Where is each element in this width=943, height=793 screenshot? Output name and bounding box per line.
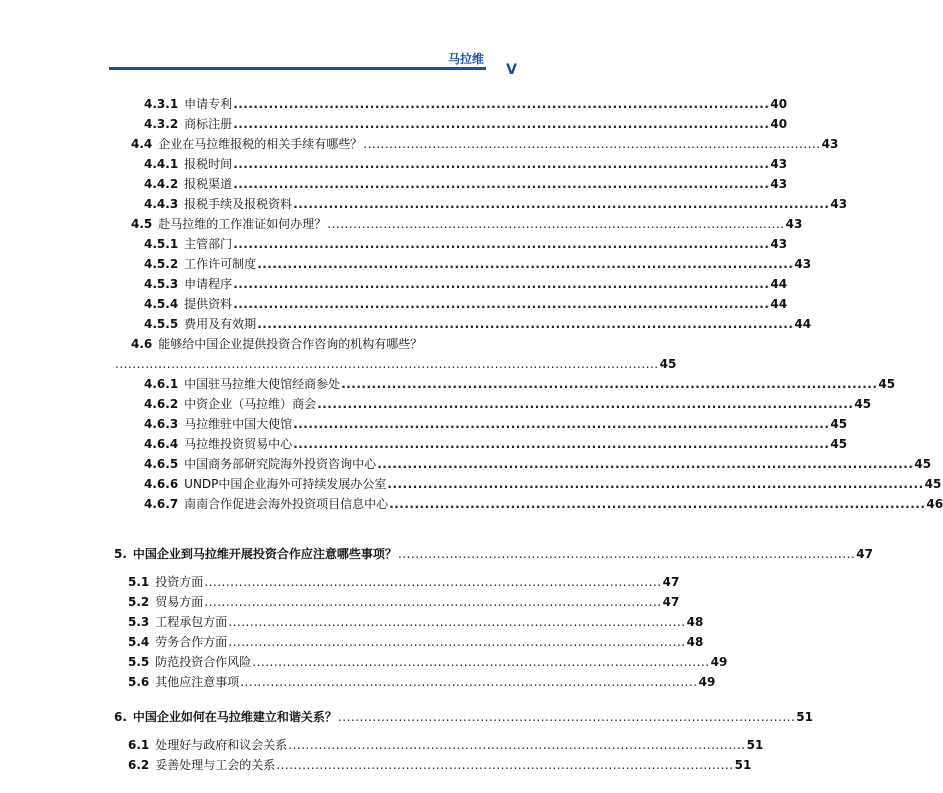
toc-entry-number: 4.6.6 [144,477,179,491]
toc-entry[interactable] [144,297,788,312]
toc-entry-number: 6.2 [128,758,150,772]
toc-chapter-entry[interactable] [114,547,873,562]
toc-entry-page: 48 [686,635,704,649]
toc-entry-number: 4.6.5 [144,457,179,471]
toc-entry-title: 报税时间 [184,157,233,171]
toc-entry[interactable] [144,437,848,452]
toc-entry[interactable] [144,417,848,432]
toc-entry-page: 49 [710,655,728,669]
toc-entry-title: 工程承包方面 [155,615,228,629]
toc-entry-title: 妥善处理与工会的关系 [155,758,276,772]
toc-leader-dots: .......................................................................................................... [233,277,770,291]
toc-entry[interactable] [128,738,764,753]
toc-entry-page: 47 [662,575,680,589]
toc-entry-page: 51 [746,738,764,752]
toc-entry-number: 4.5.3 [144,277,179,291]
toc-entry-page: 43 [785,217,803,231]
toc-leader-dots: .......................................................................................................... [341,377,878,391]
toc-entry[interactable] [128,635,704,650]
toc-leader-dots: .......................................................................................................... [233,157,770,171]
running-header-title: 马拉维 [447,52,484,66]
toc-leader-dots: .......................................................................................................... [204,595,662,609]
toc-entry[interactable] [144,237,788,252]
toc-entry[interactable] [128,615,704,630]
toc-entry-number: 4.6.4 [144,437,179,451]
toc-entry-title: 企业在马拉维报税的相关手续有哪些？ [158,137,363,151]
toc-chapter-entry[interactable] [114,710,813,725]
toc-entry-number: 4.4.3 [144,197,179,211]
toc-entry-page: 45 [659,357,677,371]
toc-entry[interactable] [131,337,470,352]
toc-entry-title: 能够给中国企业提供投资合作咨询的机构有哪些？ [158,337,423,351]
toc-leader-dots: .......................................................................................................... [228,615,686,629]
toc-entry-number: 4.5.4 [144,297,179,311]
toc-entry-number: 4.4 [131,137,153,151]
toc-entry-number: 5.5 [128,655,150,669]
toc-entry-number: 4.6.3 [144,417,179,431]
toc-entry-number: 4.5.1 [144,237,179,251]
toc-leader-dots: .......................................................................................................... [387,477,924,491]
toc-entry-title: 提供资料 [184,297,233,311]
toc-entry[interactable] [128,575,680,590]
toc-leader-dots: .......................................................................................................... [233,177,770,191]
toc-entry-page: 45 [924,477,942,491]
toc-leader-dots: .......................................................................................................... [228,635,686,649]
toc-entry-title: 主管部门 [184,237,233,251]
toc-leader-dots: .......................................................................................................... [257,257,794,271]
toc-entry-title: 劳务合作方面 [155,635,228,649]
toc-entry-page: 45 [878,377,896,391]
toc-entry-number: 6.1 [128,738,150,752]
toc-leader-dots: .......................................................................................................... [377,457,914,471]
toc-entry-number: 5.6 [128,675,150,689]
toc-entry[interactable] [144,457,932,472]
toc-entry[interactable] [128,595,680,610]
toc-entry[interactable] [144,117,788,132]
toc-entry[interactable] [128,758,752,773]
toc-entry-page: 47 [856,547,873,561]
toc-leader-dots: .......................................................................................................... [293,197,830,211]
toc-entry-page: 47 [662,595,680,609]
toc-entry-number: 4.5.2 [144,257,179,271]
toc-entry-page: 44 [770,277,788,291]
toc-entry-page: 43 [770,157,788,171]
toc-entry-number: 4.3.1 [144,97,179,111]
toc-entry-page: 49 [698,675,716,689]
toc-entry-title: 中国企业到马拉维开展投资合作应注意哪些事项？ [132,547,397,561]
page-number-label: V [506,62,517,78]
toc-entry-page: 40 [770,97,788,111]
toc-entry-number: 4.4.2 [144,177,179,191]
toc-entry-title: 报税渠道 [184,177,233,191]
toc-leader-dots: .......................................................................................................... [240,675,698,689]
toc-entry[interactable] [144,397,872,412]
toc-entry-page: 45 [830,437,848,451]
toc-entry-number: 4.4.1 [144,157,179,171]
toc-entry-title: 贸易方面 [155,595,204,609]
toc-entry-page: 44 [770,297,788,311]
toc-entry-title: 马拉维投资贸易中心 [184,437,293,451]
toc-leader-dots: .......................................................................................................... [252,655,710,669]
toc-entry-title: 商标注册 [184,117,233,131]
toc-leader-dots: .......................................................................................................... [363,137,821,151]
toc-entry-page: 45 [914,457,932,471]
toc-leader-dots: .............................................................................................................................. [115,357,659,371]
toc-leader-dots: .......................................................................................................... [293,437,830,451]
toc-leader-dots: .......................................................................................................... [288,738,746,752]
toc-entry-title: 中资企业（马拉维）商会 [184,397,317,411]
toc-entry[interactable] [144,197,848,212]
toc-entry-title: 报税手续及报税资料 [184,197,293,211]
toc-entry-number: 5.2 [128,595,150,609]
toc-entry[interactable] [144,257,812,272]
toc-entry-number: 4.5 [131,217,153,231]
toc-entry[interactable] [144,97,788,112]
toc-entry-page: 51 [734,758,752,772]
toc-entry-number: 5. [114,547,127,561]
toc-entry[interactable] [144,277,788,292]
toc-entry[interactable] [131,217,803,232]
toc-entry-page: 43 [794,257,812,271]
toc-leader-dots: .......................................................................................................... [397,547,856,561]
toc-entry-title: 其他应注意事项 [155,675,240,689]
toc-leader-dots: .......................................................................................................... [233,297,770,311]
toc-leader-dots: .......................................................................................................... [337,710,796,724]
toc-entry-number: 5.1 [128,575,150,589]
toc-entry-page: 43 [830,197,848,211]
toc-entry-continuation [114,357,677,372]
toc-entry-title: UNDP中国企业海外可持续发展办公室 [184,477,387,491]
toc-leader-dots: .......................................................................................................... [293,417,830,431]
toc-leader-dots: .......................................................................................................... [327,217,785,231]
toc-leader-dots: .......................................................................................................... [257,317,794,331]
toc-entry-title: 申请专利 [184,97,233,111]
toc-entry-number: 4.6.7 [144,497,179,511]
toc-entry-page: 43 [770,237,788,251]
toc-entry[interactable] [144,497,943,512]
toc-entry[interactable] [128,675,716,690]
toc-entry-title: 费用及有效期 [184,317,257,331]
toc-entry-title: 南南合作促进会海外投资项目信息中心 [184,497,389,511]
toc-entry-number: 4.5.5 [144,317,179,331]
toc-entry-page: 43 [770,177,788,191]
toc-entry-page: 44 [794,317,812,331]
toc-entry-title: 工作许可制度 [184,257,257,271]
toc-entry-page: 45 [830,417,848,431]
toc-entry-number: 4.6 [131,337,153,351]
toc-entry-number: 5.3 [128,615,150,629]
toc-entry-page: 51 [796,710,813,724]
toc-entry[interactable] [128,655,728,670]
toc-entry-title: 中国商务部研究院海外投资咨询中心 [184,457,377,471]
toc-entry-page: 40 [770,117,788,131]
toc-entry-number: 4.3.2 [144,117,179,131]
toc-leader-dots: .......................................................................................................... [389,497,926,511]
toc-entry[interactable] [144,477,942,492]
toc-entry-page: 45 [854,397,872,411]
toc-entry-title: 中国企业如何在马拉维建立和谐关系？ [132,710,337,724]
toc-entry[interactable] [144,157,788,172]
toc-entry-title: 处理好与政府和议会关系 [155,738,288,752]
toc-entry-title: 投资方面 [155,575,204,589]
toc-entry-number: 5.4 [128,635,150,649]
toc-entry-page: 43 [821,137,839,151]
toc-entry-title: 赴马拉维的工作准证如何办理？ [158,217,327,231]
toc-entry[interactable] [144,377,896,392]
toc-entry-number: 6. [114,710,127,724]
toc-leader-dots: .......................................................................................................... [317,397,854,411]
toc-entry-title: 申请程序 [184,277,233,291]
toc-entry-title: 防范投资合作风险 [155,655,252,669]
toc-entry[interactable] [144,177,788,192]
toc-entry-number: 4.6.2 [144,397,179,411]
toc-entry-page: 46 [926,497,943,511]
toc-entry-page: 48 [686,615,704,629]
toc-entry-title: 中国驻马拉维大使馆经商参处 [184,377,341,391]
toc-entry-title: 马拉维驻中国大使馆 [184,417,293,431]
toc-leader-dots: .......................................................................................................... [276,758,734,772]
toc-leader-dots: .......................................................................................................... [233,117,770,131]
toc-entry[interactable] [144,317,812,332]
toc-entry[interactable] [131,137,839,152]
toc-leader-dots: .......................................................................................................... [233,97,770,111]
toc-entry-number: 4.6.1 [144,377,179,391]
toc-leader-dots: .......................................................................................................... [204,575,662,589]
toc-leader-dots: .......................................................................................................... [233,237,770,251]
